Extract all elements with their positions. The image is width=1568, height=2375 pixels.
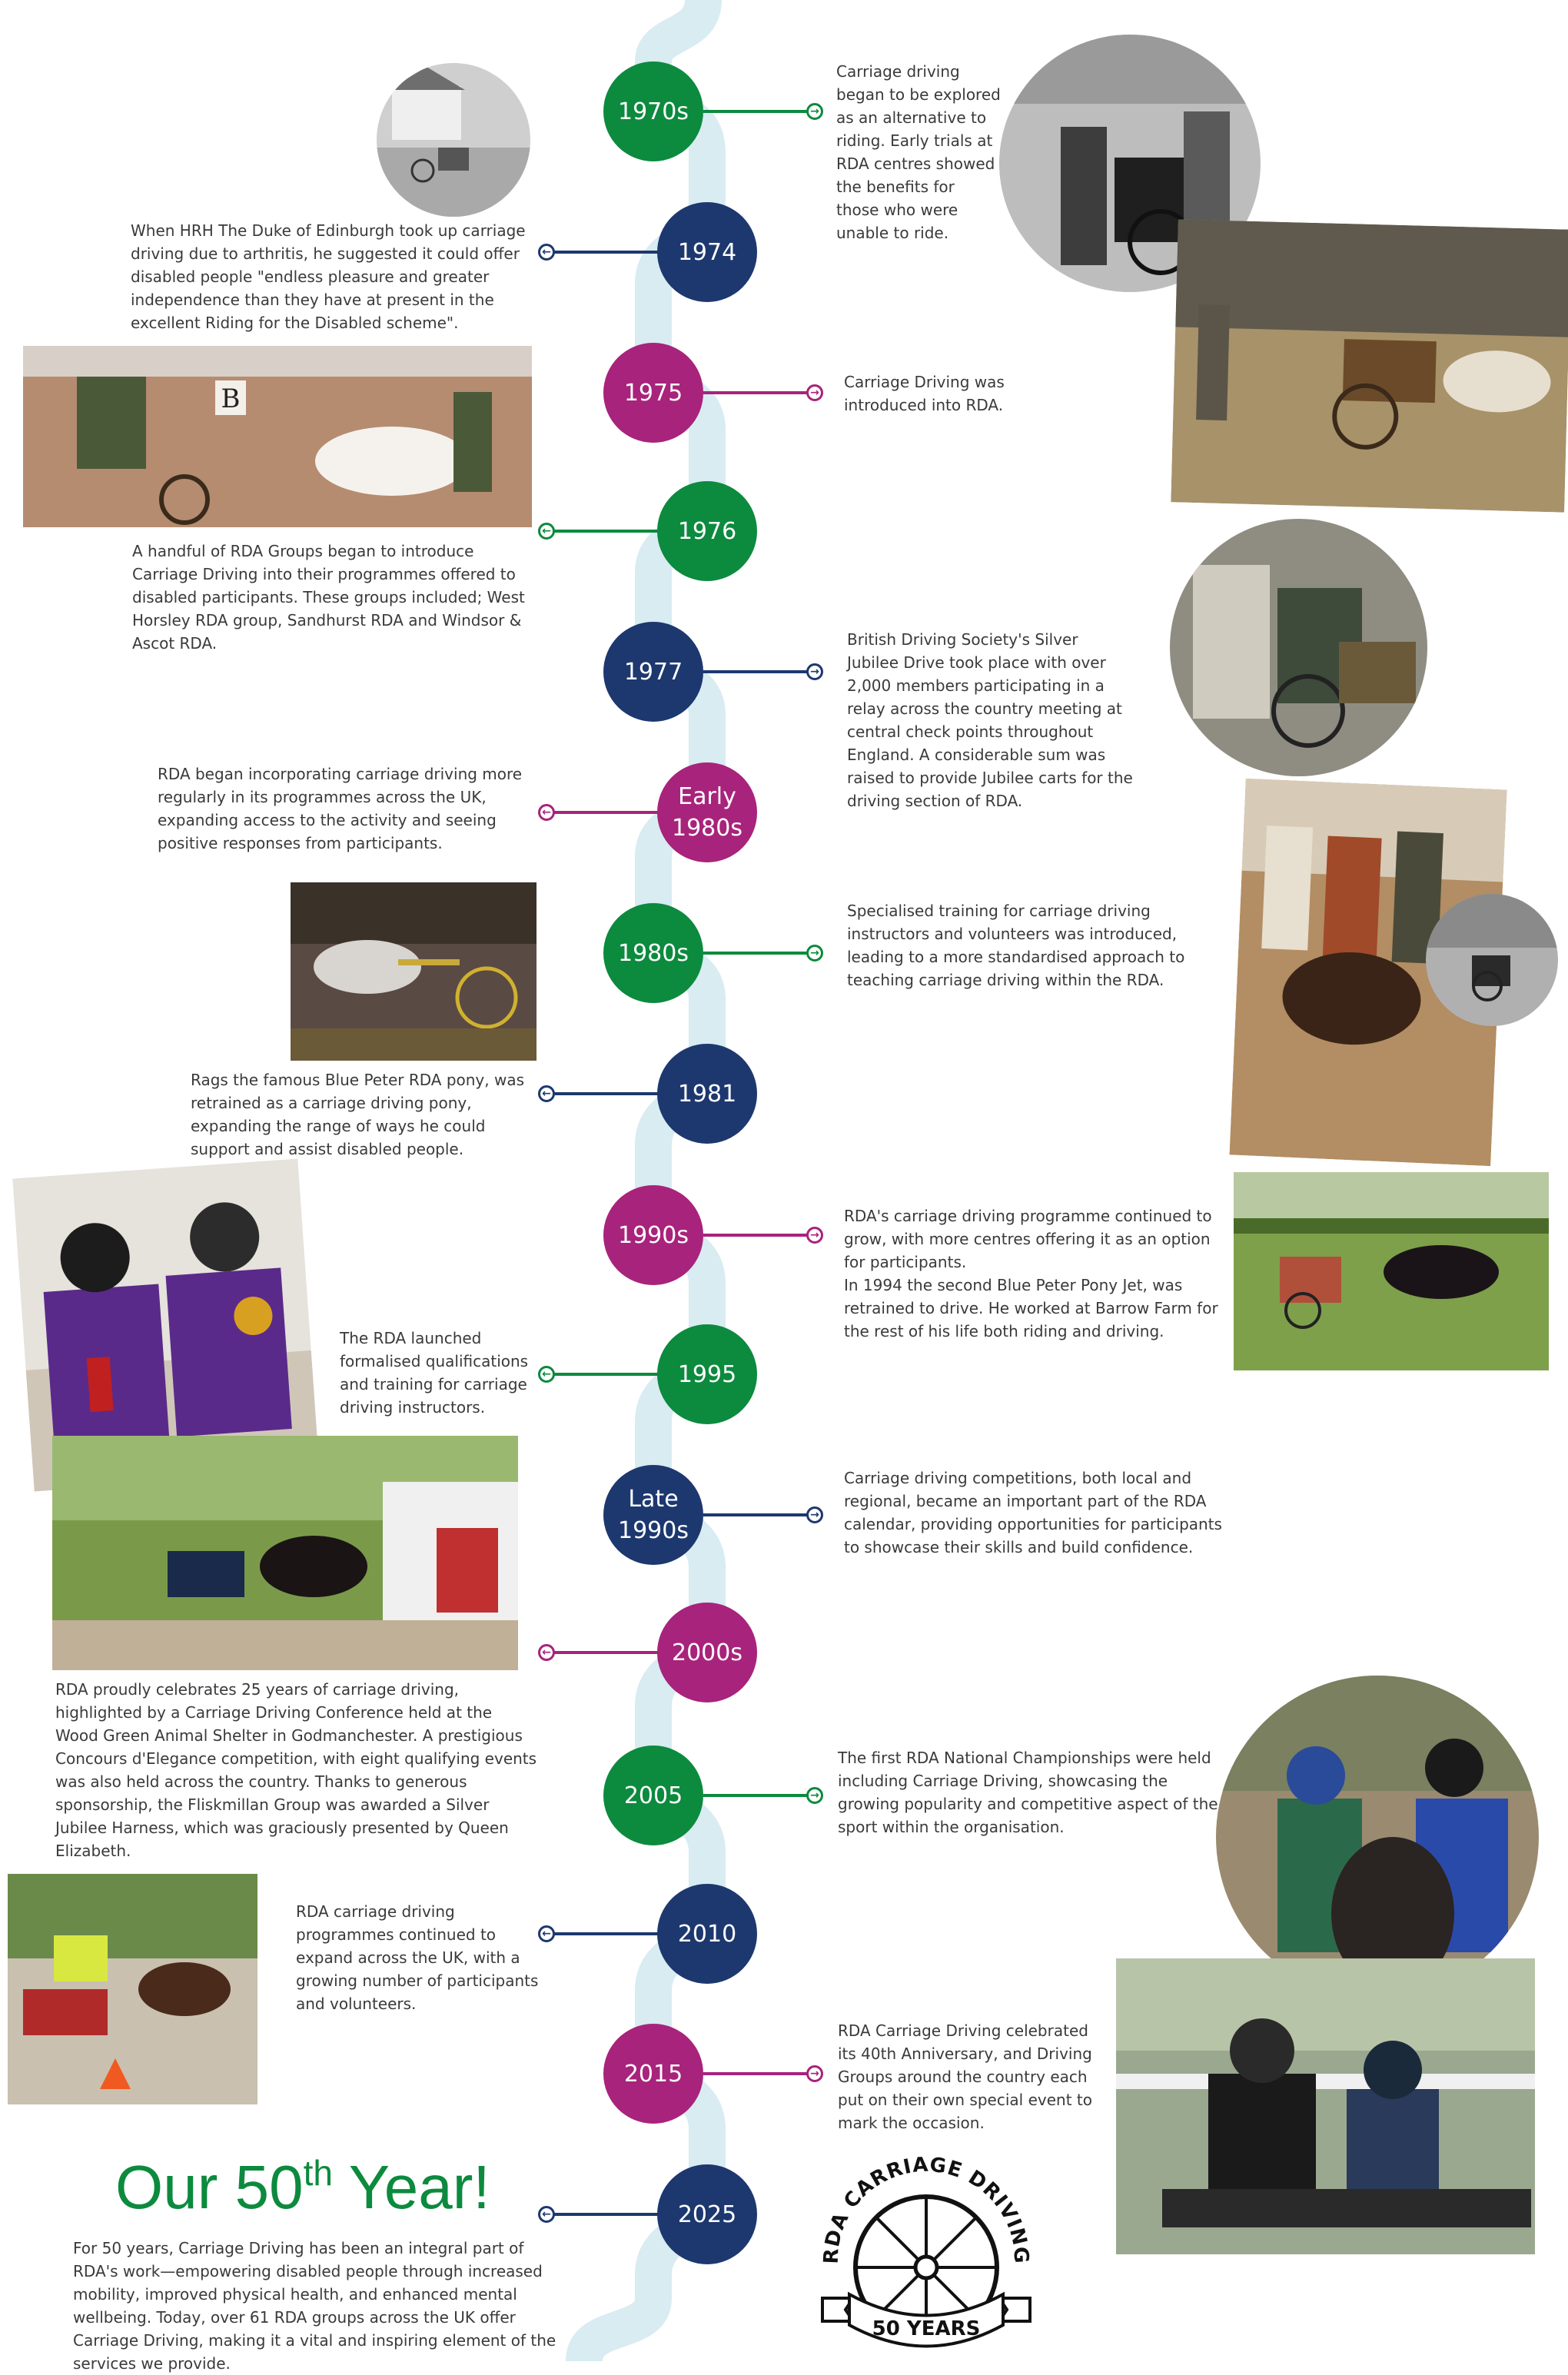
arrow-right-icon: → xyxy=(806,1506,823,1523)
year-node-late-1990s[interactable] xyxy=(603,1465,703,1565)
svg-text:B: B xyxy=(221,384,241,414)
year-label: Early 1980s xyxy=(672,783,742,842)
event-text-2015: RDA Carriage Driving celebrated its 40th Anniversary, and Driving Groups around the country each put on their own special event to mark the occasion. xyxy=(838,2021,1092,2132)
connector-1974 xyxy=(546,251,658,254)
connector-1970s xyxy=(703,110,815,113)
event-text-1970s: Carriage driving began to be explored as an alternative to riding. Early trials at RDA centres showed the benefits for those who were unable to ride. xyxy=(836,62,1001,242)
wheelchair-cart-photo xyxy=(1170,519,1427,776)
event-text-early-1980s: RDA began incorporating carriage driving more regularly in its programmes across the UK, expanding access to the activity and seeing positive responses from participants. xyxy=(158,765,523,852)
event-text-1981: Rags the famous Blue Peter RDA pony, was retrained as a carriage driving pony, expanding the range of ways he could support and assist disabled people. xyxy=(191,1071,525,1158)
connector-2015 xyxy=(703,2072,819,2075)
arrow-right-icon: → xyxy=(806,1227,823,1244)
arrow-left-icon: ← xyxy=(538,2206,555,2223)
closing-text: For 50 years, Carriage Driving has been an integral part of RDA's work—empowering disabled people through increased mobility, improved physical health, and enhanced mental wellbeing. Today, over 61 RDA groups across the UK offer Carriage Driving, making it a vital and inspiring element of the services we provide. xyxy=(73,2239,556,2373)
anniversary-drivers-photo xyxy=(1116,1958,1535,2254)
connector-2000s xyxy=(546,1651,658,1654)
arrow-right-icon: → xyxy=(806,2065,823,2082)
year-node-1976[interactable]: 1976 xyxy=(657,481,757,581)
year-node-1990s[interactable]: 1990s xyxy=(603,1185,703,1285)
connector-1976 xyxy=(546,530,658,533)
small-carriage-bw-photo xyxy=(1426,894,1558,1026)
anniversary-title: Our 50th Year! xyxy=(115,2153,490,2221)
connector-1980s xyxy=(703,952,815,955)
arrow-right-icon: → xyxy=(806,663,823,680)
year-node-1974[interactable]: 1974 xyxy=(657,202,757,302)
arena-pony-cart-photo xyxy=(23,346,532,527)
arrow-right-icon: → xyxy=(806,945,823,962)
connector-2025 xyxy=(546,2213,658,2216)
event-text-2010: RDA carriage driving programmes continued to expand across the UK, with a growing number of participants and volunteers. xyxy=(296,1902,539,2013)
year-node-1970s[interactable]: 1970s xyxy=(603,61,703,161)
year-node-1980s[interactable]: 1980s xyxy=(603,903,703,1003)
vintage-cottage-photo xyxy=(377,63,530,217)
logo-arc-text: RDA CARRIAGE DRIVING xyxy=(819,2153,1033,2265)
connector-1975 xyxy=(703,391,819,394)
event-text-1976: A handful of RDA Groups began to introduce Carriage Driving into their programmes offered to disabled participants. These groups included; West Horsley RDA group, Sandhurst RDA and Windsor & Ascot RDA. xyxy=(132,542,525,653)
arrow-right-icon: → xyxy=(806,1787,823,1804)
connector-2010 xyxy=(546,1932,658,1935)
year-node-1995[interactable]: 1995 xyxy=(657,1324,757,1424)
year-node-2010[interactable]: 2010 xyxy=(657,1884,757,1984)
arrow-left-icon: ← xyxy=(538,804,555,821)
event-text-1995: The RDA launched formalised qualifications and training for carriage driving instructors. xyxy=(340,1329,529,1417)
year-node-1975[interactable]: 1975 xyxy=(603,343,703,443)
connector-1990s xyxy=(703,1234,819,1237)
drivers-helmets-photo xyxy=(1216,1676,1539,1998)
event-text-2000s: RDA proudly celebrates 25 years of carriage driving, highlighted by a Carriage Driving Conference held at the Wood Green Animal Shelter in Godmanchester. A prestigious Concours d'Elegance competition, with eight qualifying events was also held across the country. Thanks to generous sponsorship, the Fliskmillan Group was awarded a Silver Jubilee Harness, which was graciously presented by Queen Elizabeth. xyxy=(55,1680,537,1860)
arrow-left-icon: ← xyxy=(538,1366,555,1383)
event-text-late-1990s: Carriage driving competitions, both local and regional, became an important part of the RDA calendar, providing opportunities for participants to showcase their skills and build confidence. xyxy=(844,1469,1222,1556)
year-node-2025[interactable]: 2025 xyxy=(657,2164,757,2264)
year-node-early-1980s[interactable] xyxy=(657,762,757,862)
connector-1981 xyxy=(546,1092,658,1095)
event-text-1980s: Specialised training for carriage driving instructors and volunteers was introduced, leading to a more standardised approach to teaching carriage driving within the RDA. xyxy=(847,902,1185,989)
rda-carriage-driving-logo xyxy=(807,2144,1038,2360)
hi-vis-carriage-photo xyxy=(8,1874,257,2104)
competition-carriage-photo xyxy=(52,1436,518,1670)
connector-early-1980s xyxy=(546,811,658,814)
dapple-pony-photo xyxy=(291,882,537,1061)
event-text-1990s: RDA's carriage driving programme continued to grow, with more centres offering it as an option for participants. In 1994 the second Blue Peter Pony Jet, was retrained to drive. He worked at Barrow Farm for the rest of his life both riding and driving. xyxy=(844,1207,1218,1340)
connector-2005 xyxy=(703,1794,815,1797)
arrow-left-icon: ← xyxy=(538,1644,555,1661)
event-text-1975: Carriage Driving was introduced into RDA. xyxy=(844,373,1005,414)
arrow-left-icon: ← xyxy=(538,1085,555,1102)
year-node-2005[interactable]: 2005 xyxy=(603,1746,703,1845)
logo-banner-text: 50 YEARS xyxy=(872,2317,981,2340)
year-node-2000s[interactable]: 2000s xyxy=(657,1603,757,1702)
connector-1977 xyxy=(703,670,815,673)
arrow-right-icon: → xyxy=(806,384,823,401)
pony-trap-colour-photo xyxy=(1171,219,1568,512)
arrow-right-icon: → xyxy=(806,103,823,120)
connector-1995 xyxy=(546,1373,658,1376)
event-text-2005: The first RDA National Championships were held including Carriage Driving, showcasing the growing popularity and competitive aspect of the sport within the organisation. xyxy=(838,1749,1218,1836)
arrow-left-icon: ← xyxy=(538,244,555,261)
event-text-1974: When HRH The Duke of Edinburgh took up carriage driving due to arthritis, he suggested it could offer disabled people "endless pleasure and greater independence than they have at present in the excellent Riding for the Disabled scheme". xyxy=(131,221,526,332)
year-node-1981[interactable]: 1981 xyxy=(657,1044,757,1144)
year-node-2015[interactable]: 2015 xyxy=(603,2024,703,2124)
arrow-left-icon: ← xyxy=(538,1925,555,1942)
event-text-1977: British Driving Society's Silver Jubilee Drive took place with over 2,000 members participating in a relay across the country meeting at central check points throughout England. A considerable sum was raised to provide Jubilee carts for the driving section of RDA. xyxy=(847,630,1133,810)
year-label: Late 1990s xyxy=(618,1486,689,1544)
year-node-1977[interactable]: 1977 xyxy=(603,622,703,722)
connector-late-1990s xyxy=(703,1513,815,1516)
arrow-left-icon: ← xyxy=(538,523,555,540)
black-horse-cart-photo xyxy=(1234,1172,1549,1370)
